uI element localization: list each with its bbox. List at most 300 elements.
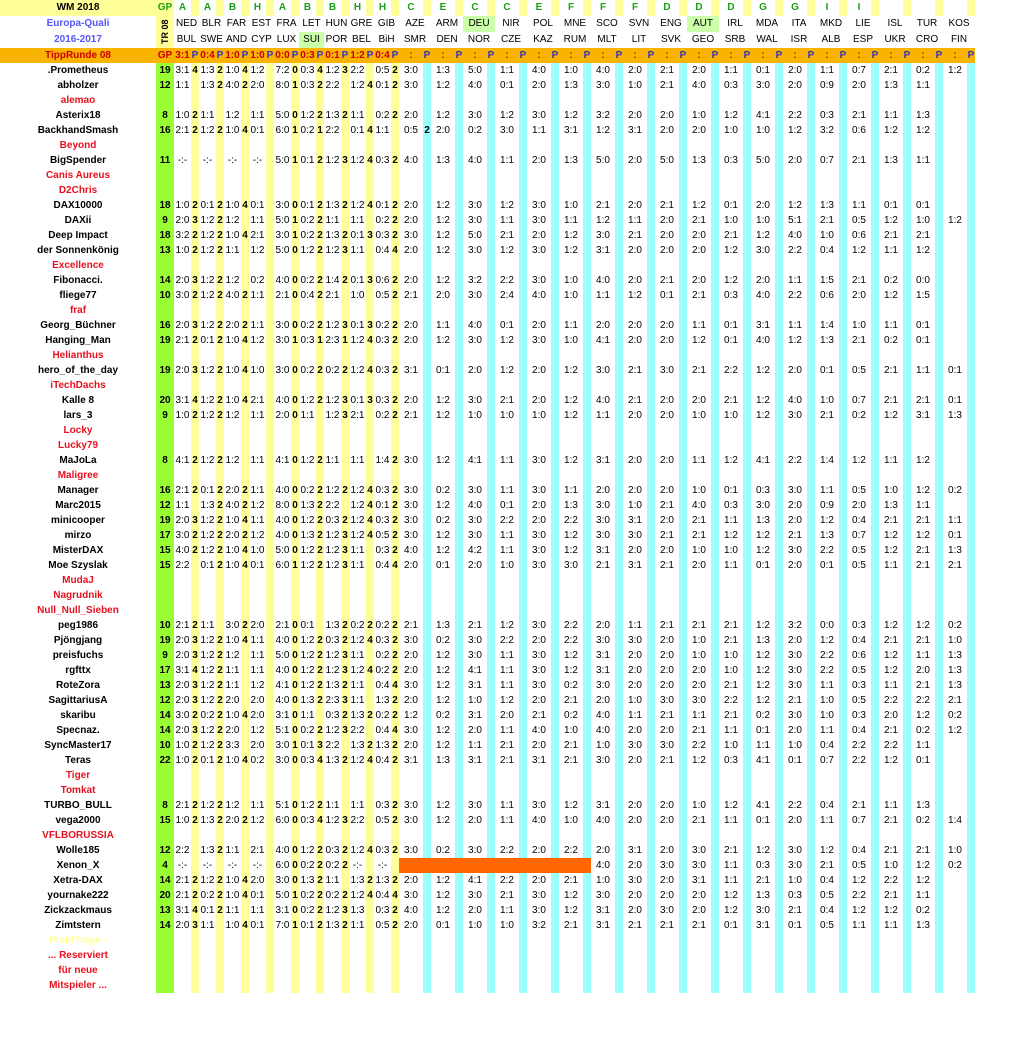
points-cell (871, 738, 879, 753)
points-cell: 4 (242, 515, 248, 526)
tip-cell: 2:0 (655, 873, 679, 888)
tipprunde-result: P (487, 50, 495, 61)
tip-cell: 3:1 (175, 665, 190, 676)
points-cell: 2 (192, 545, 198, 556)
points-cell: 2 (317, 110, 323, 121)
tip-cell: 1:0 (225, 395, 240, 406)
points-cell: 3 (192, 515, 198, 526)
points-cell (391, 768, 399, 783)
tip-cell: 0:2 (375, 110, 390, 121)
points-cell (647, 723, 655, 738)
tip-cell: 1:2 (911, 123, 935, 138)
points-cell: 2 (317, 500, 323, 511)
points-cell: 3 (342, 650, 348, 661)
tip-cell: 4:0 (463, 318, 487, 333)
tip-cell: -:- (249, 858, 266, 873)
tip-cell (399, 423, 423, 438)
points-cell (839, 663, 847, 678)
points-cell (775, 918, 783, 933)
tip-cell: 1:2 (250, 335, 265, 346)
points-cell (935, 903, 943, 918)
points-cell (551, 558, 559, 573)
points-cell (903, 768, 911, 783)
points-cell: 4 (242, 560, 248, 571)
tipprunde-result: 0:3 (300, 50, 315, 61)
points-cell (423, 678, 431, 693)
points-cell (839, 918, 847, 933)
points-cell (935, 198, 943, 213)
tip-cell (623, 948, 647, 963)
tip-cell: 3:0 (783, 648, 807, 663)
points-cell (839, 978, 847, 993)
tip-cell: 2:1 (911, 513, 935, 528)
tip-cell (591, 138, 615, 153)
tip-cell: 1:2 (911, 243, 935, 258)
tip-cell: 2:0 (225, 320, 240, 331)
points-cell (487, 303, 495, 318)
tip-cell (687, 768, 711, 783)
points-cell: 0 (292, 860, 298, 871)
tip-cell: 1:1 (325, 455, 340, 466)
tip-cell: 1:2 (719, 453, 743, 468)
points-cell (487, 648, 495, 663)
tip-cell: 1:2 (783, 333, 807, 348)
points-cell (647, 573, 655, 588)
points-cell (775, 633, 783, 648)
tip-cell: 1:2 (431, 78, 455, 93)
tip-cell (591, 588, 615, 603)
player-name: Zickzackmaus (0, 903, 156, 918)
tip-cell: 2:2 (911, 693, 935, 708)
team-code-home: GRE (349, 16, 374, 32)
tip-cell (463, 828, 487, 843)
points-cell (647, 678, 655, 693)
tip-cell: 3:1 (591, 648, 615, 663)
tip-cell: 3:1 (591, 453, 615, 468)
tip-cell: 4:1 (751, 108, 775, 123)
points-cell: 2 (217, 215, 223, 226)
tip-cell: 0:3 (719, 753, 743, 768)
points-cell (711, 123, 719, 138)
tip-cell (199, 303, 216, 318)
tip-cell: 1:2 (350, 755, 365, 766)
points-cell (615, 573, 623, 588)
points-cell (551, 663, 559, 678)
tip-cell (274, 303, 291, 318)
points-cell (366, 693, 374, 708)
points-cell (775, 768, 783, 783)
tip-cell (199, 348, 216, 363)
tip-cell: 3:0 (783, 543, 807, 558)
points-cell (487, 198, 495, 213)
points-cell (519, 363, 527, 378)
points-cell: 3 (192, 680, 198, 691)
player-name: SagittariusA (0, 693, 156, 708)
points-cell (423, 378, 431, 393)
tip-cell: 1:2 (325, 530, 340, 541)
tip-cell (174, 348, 191, 363)
tip-cell: 4:1 (751, 753, 775, 768)
tip-cell: 4:1 (591, 333, 615, 348)
tip-cell (591, 603, 615, 618)
points-cell: 2 (317, 245, 323, 256)
tip-cell (224, 258, 241, 273)
tip-cell (879, 378, 903, 393)
tip-cell (687, 303, 711, 318)
player-name: .Prometheus (0, 63, 156, 78)
tip-cell (847, 933, 871, 948)
tip-cell (249, 378, 266, 393)
player-gp: 16 (156, 483, 174, 498)
tip-cell (687, 438, 711, 453)
points-cell (551, 138, 559, 153)
points-cell (871, 228, 879, 243)
tip-cell: 2:2 (879, 873, 903, 888)
points-cell: 2 (217, 695, 223, 706)
points-cell (455, 168, 463, 183)
tip-cell: 2:0 (655, 633, 679, 648)
tip-cell: 1:4 (815, 453, 839, 468)
points-cell (216, 768, 224, 783)
points-cell (711, 183, 719, 198)
points-cell (519, 168, 527, 183)
points-cell (871, 783, 879, 798)
points-cell (647, 828, 655, 843)
tip-cell (751, 768, 775, 783)
tip-cell (495, 93, 519, 108)
tip-cell (943, 978, 967, 993)
points-cell (967, 753, 975, 768)
tip-cell: 1:3 (375, 875, 390, 886)
tip-cell: 0:5 (847, 213, 871, 228)
tip-cell: 0:3 (325, 710, 340, 721)
tip-cell: 3:1 (399, 363, 423, 378)
tip-cell (751, 438, 775, 453)
tip-cell: 2:0 (623, 483, 647, 498)
tip-cell: 2:1 (911, 558, 935, 573)
tip-cell: 2:0 (527, 873, 551, 888)
points-cell: 0 (292, 515, 298, 526)
tip-cell: 2:1 (911, 228, 935, 243)
points-cell: 4 (367, 635, 373, 646)
points-cell: 0 (292, 875, 298, 886)
points-cell (423, 468, 431, 483)
points-cell (743, 768, 751, 783)
player-row (0, 318, 975, 333)
points-cell: 3 (342, 395, 348, 406)
tip-cell: 2:1 (623, 918, 647, 933)
points-cell (583, 228, 591, 243)
tip-cell: 1:2 (200, 725, 215, 736)
points-cell (871, 93, 879, 108)
tip-cell: 1:2 (623, 288, 647, 303)
points-cell (967, 888, 975, 903)
points-cell (366, 378, 374, 393)
points-cell: 2 (392, 110, 398, 121)
points-cell (216, 93, 224, 108)
tip-cell: 3:0 (527, 198, 551, 213)
tipprunde-result: : (559, 48, 583, 63)
tip-cell: 1:1 (325, 875, 340, 886)
tip-cell (591, 963, 615, 978)
tipprunde-result: : (719, 48, 743, 63)
tip-cell: 0:4 (375, 560, 390, 571)
points-cell (711, 333, 719, 348)
group-letter: D (655, 0, 679, 16)
tip-cell: 3:0 (527, 543, 551, 558)
tip-cell: 0:1 (943, 363, 967, 378)
points-cell: 0 (292, 815, 298, 826)
points-cell (551, 903, 559, 918)
points-cell: 1 (292, 155, 298, 166)
tip-cell: 2:0 (623, 678, 647, 693)
points-cell (291, 423, 299, 438)
points-cell: 2 (317, 680, 323, 691)
tip-cell (349, 258, 366, 273)
team-code-away: BiH (374, 32, 399, 48)
points-cell (839, 108, 847, 123)
points-cell (775, 123, 783, 138)
tip-cell: 4:0 (175, 545, 190, 556)
points-cell (487, 768, 495, 783)
tip-cell (655, 933, 679, 948)
tip-cell (655, 783, 679, 798)
points-cell (266, 273, 274, 288)
points-cell (341, 378, 349, 393)
player-name: MisterDAX (0, 543, 156, 558)
points-cell (711, 588, 719, 603)
tip-cell: 2:1 (175, 800, 190, 811)
points-cell: 2 (217, 665, 223, 676)
points-cell: 2 (217, 335, 223, 346)
points-cell (839, 123, 847, 138)
points-cell (519, 303, 527, 318)
points-cell (807, 828, 815, 843)
points-cell (615, 303, 623, 318)
player-name: iTechDachs (0, 378, 156, 393)
tip-cell (527, 438, 551, 453)
points-cell (903, 723, 911, 738)
tip-cell (224, 423, 241, 438)
tip-cell (943, 918, 967, 933)
points-cell (216, 258, 224, 273)
points-cell (551, 648, 559, 663)
points-cell (291, 828, 299, 843)
points-cell (935, 843, 943, 858)
tip-cell (174, 603, 191, 618)
tip-cell (655, 768, 679, 783)
tip-cell: 2:2 (325, 740, 340, 751)
tip-cell (559, 978, 583, 993)
points-cell (615, 933, 623, 948)
points-cell (711, 798, 719, 813)
points-cell (871, 753, 879, 768)
points-cell (839, 93, 847, 108)
points-cell (583, 558, 591, 573)
points-cell (191, 828, 199, 843)
points-cell: 4 (317, 815, 323, 826)
tip-cell (349, 783, 366, 798)
tip-cell: 2:1 (911, 633, 935, 648)
points-cell (391, 123, 399, 138)
points-cell (455, 183, 463, 198)
points-cell: 3 (367, 275, 373, 286)
tip-cell: 0:2 (350, 620, 365, 631)
tipprunde-result: : (783, 48, 807, 63)
points-cell (615, 153, 623, 168)
points-cell (775, 228, 783, 243)
tip-cell: 3:0 (623, 633, 647, 648)
tipprunde-label: TippRunde 08 (0, 48, 156, 63)
tip-cell: 1:2 (350, 200, 365, 211)
points-cell (967, 168, 975, 183)
tip-cell: 2:0 (655, 213, 679, 228)
points-cell (341, 78, 349, 93)
tip-cell: 1:2 (200, 125, 215, 136)
points-cell (967, 438, 975, 453)
tip-cell: 4:0 (687, 498, 711, 513)
group-letter (807, 0, 815, 16)
tip-cell: 3:0 (399, 228, 423, 243)
tip-cell (591, 93, 615, 108)
tip-cell: 1:2 (815, 843, 839, 858)
points-cell (679, 768, 687, 783)
points-cell (341, 963, 349, 978)
points-cell (839, 198, 847, 213)
tip-cell (324, 963, 341, 978)
tip-cell: 1:4 (325, 275, 340, 286)
tip-cell: 1:0 (225, 515, 240, 526)
tip-cell (463, 93, 487, 108)
tip-cell (623, 828, 647, 843)
tip-cell: 0:2 (431, 513, 455, 528)
tip-cell: 1:2 (687, 753, 711, 768)
points-cell (967, 693, 975, 708)
tip-cell: 2:0 (623, 723, 647, 738)
points-cell (551, 303, 559, 318)
tip-cell (249, 423, 266, 438)
team-code-away: FIN (943, 32, 975, 48)
tip-cell (591, 948, 615, 963)
points-cell: 1 (292, 890, 298, 901)
points-cell (487, 558, 495, 573)
tip-cell: 2:0 (250, 740, 265, 751)
team-code-home: IRL (719, 16, 751, 32)
player-name: Fibonacci. (0, 273, 156, 288)
points-cell (935, 648, 943, 663)
tip-cell: 1:2 (431, 453, 455, 468)
tip-cell (943, 588, 967, 603)
points-cell (775, 393, 783, 408)
points-cell (903, 288, 911, 303)
points-cell (241, 978, 249, 993)
points-cell (871, 183, 879, 198)
tip-cell: 1:2 (559, 798, 583, 813)
points-cell (711, 528, 719, 543)
tip-cell (943, 738, 967, 753)
points-cell (647, 378, 655, 393)
points-cell (935, 813, 943, 828)
tip-cell: 1:0 (719, 648, 743, 663)
points-cell: 2 (392, 755, 398, 766)
tip-cell: 3:0 (783, 678, 807, 693)
tip-cell: 2:0 (623, 408, 647, 423)
tip-cell (527, 603, 551, 618)
points-cell (647, 408, 655, 423)
tip-cell: 4:1 (751, 798, 775, 813)
tip-cell: 2:0 (399, 213, 423, 228)
tip-cell: 1:1 (719, 858, 743, 873)
brand-label: Europa-Quali (0, 16, 156, 32)
points-cell (647, 333, 655, 348)
tip-cell: 0:1 (250, 125, 265, 136)
tip-cell: 2:1 (275, 290, 290, 301)
tip-cell (249, 438, 266, 453)
tip-cell (349, 573, 366, 588)
tip-cell (719, 348, 743, 363)
tip-cell: 2:0 (623, 888, 647, 903)
tip-cell: 1:3 (350, 740, 365, 751)
points-cell (871, 873, 879, 888)
tip-cell: 2:0 (175, 650, 190, 661)
points-cell (519, 738, 527, 753)
tip-cell: 1:2 (751, 393, 775, 408)
tip-cell (719, 168, 743, 183)
player-name: fraf (0, 303, 156, 318)
tip-cell (591, 303, 615, 318)
player-gp: 13 (156, 678, 174, 693)
points-cell: 0 (292, 755, 298, 766)
tip-cell (943, 123, 967, 138)
points-cell (647, 588, 655, 603)
tip-cell (224, 963, 241, 978)
tip-cell: 8:0 (275, 80, 290, 91)
tip-cell (399, 183, 423, 198)
tip-cell: 3:1 (591, 663, 615, 678)
tip-cell: 3:0 (655, 363, 679, 378)
points-cell (455, 198, 463, 213)
points-cell: 0 (292, 695, 298, 706)
points-cell (839, 573, 847, 588)
points-cell (679, 288, 687, 303)
tip-cell: 2:2 (495, 273, 519, 288)
tip-cell (911, 963, 935, 978)
points-cell (679, 63, 687, 78)
points-cell (935, 873, 943, 888)
player-name: Wolle185 (0, 843, 156, 858)
points-cell (391, 468, 399, 483)
tip-cell: 5:1 (275, 800, 290, 811)
points-cell (743, 393, 751, 408)
tip-cell (199, 378, 216, 393)
tip-cell: 1:0 (175, 755, 190, 766)
points-cell (679, 948, 687, 963)
tip-cell: 2:1 (687, 513, 711, 528)
tip-cell: 0:3 (815, 108, 839, 123)
points-cell (519, 768, 527, 783)
tip-cell: 1:2 (879, 903, 903, 918)
points-cell (487, 483, 495, 498)
player-gp: 15 (156, 558, 174, 573)
points-cell (871, 288, 879, 303)
tip-cell: 1:1 (350, 560, 365, 571)
tip-cell: 1:2 (300, 245, 315, 256)
points-cell (455, 153, 463, 168)
tip-cell: 3:0 (463, 483, 487, 498)
points-cell (615, 333, 623, 348)
tipprunde-result: : (879, 48, 903, 63)
tip-cell (719, 828, 743, 843)
